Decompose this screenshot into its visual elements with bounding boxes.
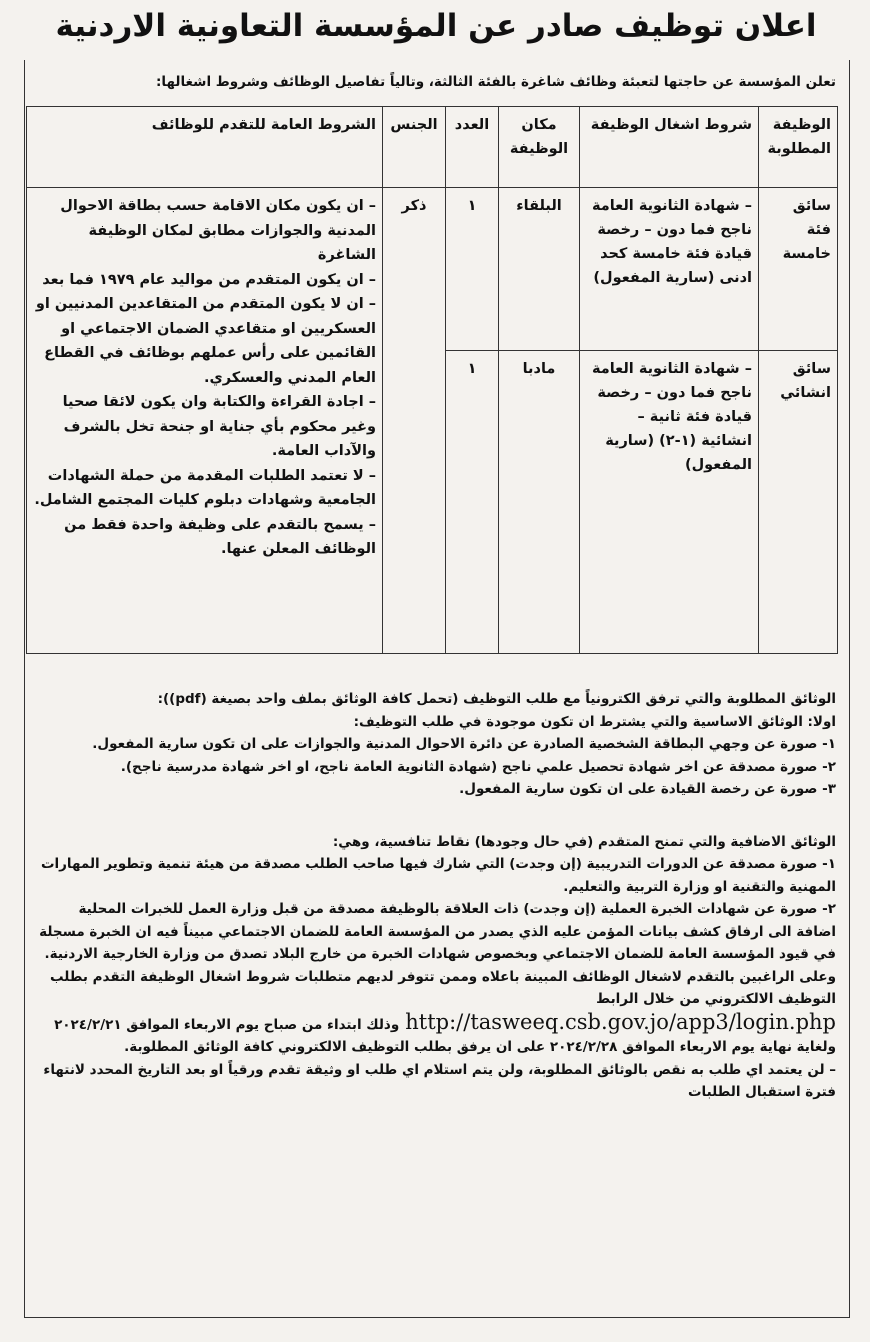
announcement-title: اعلان توظيف صادر عن المؤسسة التعاونية الاردنية bbox=[55, 8, 817, 44]
extra-documents-heading: الوثائق الاضافية والتي تمنح المتقدم (في حال وجودها) نقاط تنافسية، وهي: bbox=[332, 833, 836, 850]
header-gender: الجنس bbox=[383, 107, 446, 188]
header-job: الوظيفة المطلوبة bbox=[759, 107, 838, 188]
job-location-cell: مادبا bbox=[499, 351, 580, 654]
application-instructions: وعلى الراغبين بالتقدم لاشغال الوظائف المبينة باعلاه وممن تتوفر لديهم متطلبات شروط اشغال الوظيفة التقدم بطلب التوظيف الالكتروني من خلال الرابط bbox=[49, 968, 836, 1007]
basic-documents-heading: اولا: الوثائق الاساسية والتي يشترط ان تكون موجودة في طلب التوظيف: bbox=[353, 713, 836, 730]
job-count-cell: ١ bbox=[446, 188, 499, 351]
job-gender-cell: ذكر bbox=[383, 188, 446, 654]
job-title-cell: سائق فئة خامسة bbox=[759, 188, 838, 351]
general-condition-item: – ان لا يكون المتقدم من المتقاعدين المدنيين او العسكريين او متقاعدي الضمان الاجتماعي او القائمين على رأس عملهم بوظائف في القطاع العام المدني والعسكري. bbox=[35, 296, 376, 386]
job-conditions-cell: – شهادة الثانوية العامة ناجح فما دون – رخصة قيادة فئة ثانية – انشائية (١-٢) (سارية المفعول) bbox=[580, 351, 759, 654]
basic-document-item: ١- صورة عن وجهي البطاقة الشخصية الصادرة عن دائرة الاحوال المدنية والجوازات على ان تكون سارية المفعول. bbox=[92, 736, 836, 752]
basic-document-item: ٢- صورة مصدقة عن اخر شهادة تحصيل علمي ناجح (شهادة الثانوية العامة ناجح، او اخر شهادة مدرسية ناجح). bbox=[120, 758, 836, 775]
application-link[interactable]: http://tasweeq.csb.gov.jo/app3/login.php bbox=[405, 1009, 836, 1034]
basic-document-item: ٣- صورة عن رخصة القيادة على ان تكون سارية المفعول. bbox=[459, 781, 836, 797]
general-condition-item: – ان يكون المتقدم من مواليد عام ١٩٧٩ فما بعد bbox=[42, 271, 376, 288]
header-general-conditions: الشروط العامة للتقدم للوظائف bbox=[27, 107, 383, 188]
header-location: مكان الوظيفة bbox=[499, 107, 580, 188]
application-note: – لن يعتمد اي طلب به نقص بالوثائق المطلوبة، ولن يتم استلام اي طلب او وثيقة تقدم ورقياً او بعد التاريخ المحدد لانتهاء فترة استقبال الطلبات bbox=[43, 1061, 836, 1100]
documents-heading: الوثائق المطلوبة والتي ترفق الكترونياً مع طلب التوظيف (تحمل كافة الوثائق بملف واحد بصيغة (pdf)): bbox=[157, 691, 836, 707]
job-title-cell: سائق انشائي bbox=[759, 351, 838, 654]
extra-document-item: ٢- صورة عن شهادات الخبرة العملية (إن وجدت) ذات العلاقة بالوظيفة مصدقة من قبل وزارة العمل للخبرات المحلية اضافة الى ارفاق كشف بيانات المؤمن عليه الذي يصدر من المؤسسة العامة للضمان الاجتماعي مبيناً فيه ان الخبرة مسجلة في قيود المؤسسة العامة للضمان الاجتماعي وبخصوص شهادات الخبرة من خارج البلاد تصدق من وزارة الخارجية الاردنية. bbox=[39, 901, 836, 962]
general-condition-item: – اجادة القراءة والكتابة وان يكون لائقا صحيا وغير محكوم بأي جناية او جنحة تخل بالشرف والآداب العامة. bbox=[62, 394, 376, 459]
extra-document-item: ١- صورة مصدقة عن الدورات التدريبية (إن وجدت) التي شارك فيها صاحب الطلب مصدقة من هيئة تنمية وتطوير المهارات المهنية والتقنية او وزارة التربية والتعليم. bbox=[40, 856, 836, 895]
general-condition-item: – لا تعتمد الطلبات المقدمة من حملة الشهادات الجامعية وشهادات دبلوم كليات المجتمع الشامل. bbox=[34, 467, 376, 508]
page-border bbox=[24, 60, 850, 1318]
header-count: العدد bbox=[446, 107, 499, 188]
header-conditions: شروط اشغال الوظيفة bbox=[580, 107, 759, 188]
job-conditions-cell: – شهادة الثانوية العامة ناجح فما دون – رخصة قيادة فئة خامسة كحد ادنى (سارية المفعول) bbox=[580, 188, 759, 351]
job-location-cell: البلقاء bbox=[499, 188, 580, 351]
general-condition-item: – يسمح بالتقدم على وظيفة واحدة فقط من الوظائف المعلن عنها. bbox=[64, 516, 376, 557]
announcement-intro: تعلن المؤسسة عن حاجتها لتعبئة وظائف شاغرة بالفئة الثالثة، وتالياً تفاصيل الوظائف وشروط اشغالها: bbox=[156, 74, 836, 90]
general-condition-item: – ان يكون مكان الاقامة حسب بطاقة الاحوال المدنية والجوازات مطابق لمكان الوظيفة الشاغرة bbox=[60, 198, 376, 263]
job-count-cell: ١ bbox=[446, 351, 499, 654]
application-dates: وذلك ابتداء من صباح يوم الاربعاء الموافق ٢٠٢٤/٢/٢١ ولغاية نهاية يوم الاربعاء الموافق ٢٠٢٤/٢/٢٨ على ان يرفق بطلب التوظيف الالكتروني كافة الوثائق المطلوبة. bbox=[54, 1016, 836, 1055]
